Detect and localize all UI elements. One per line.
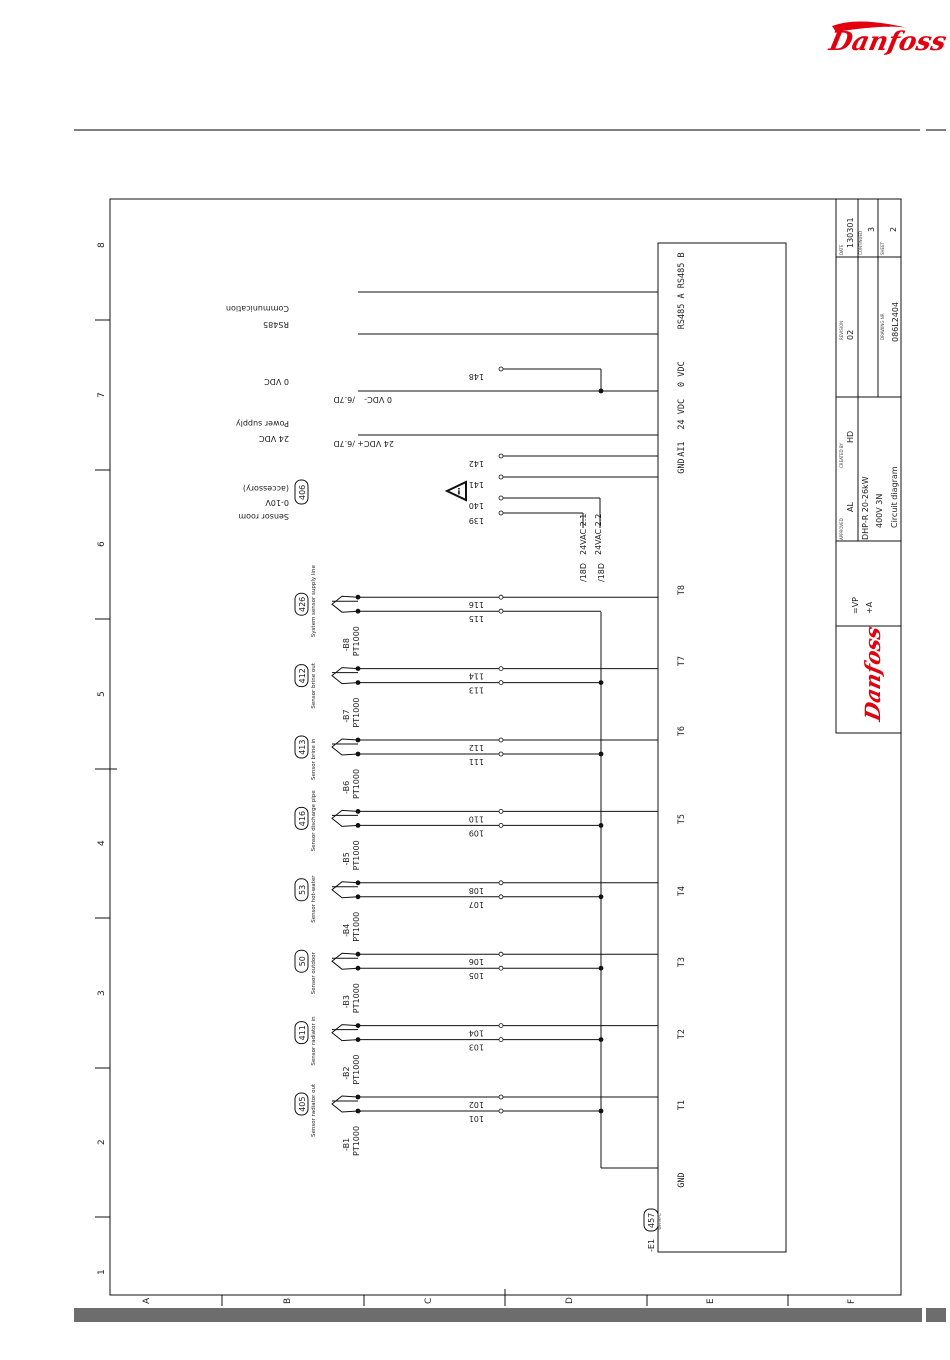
wire-number-116: 116 — [468, 600, 484, 610]
tb-drawing-no: 086L2404 — [891, 301, 900, 342]
terminal-label-7: T7 — [677, 655, 687, 667]
tb-sheet: 2 — [889, 226, 898, 232]
sensor-circuit-b5 — [295, 790, 658, 871]
terminal-label-5: T5 — [677, 813, 687, 825]
row-label-7: 7 — [97, 392, 107, 398]
tb-title-1: DHP-R 20-26kW — [861, 476, 870, 540]
thermistor-symbol — [332, 882, 358, 898]
terminal-dot — [356, 1037, 361, 1042]
sensor-circuit-b6 — [295, 736, 658, 799]
terminal-dot — [356, 966, 361, 971]
tb-date: 130301 — [846, 217, 855, 248]
wire-number-107: 107 — [468, 899, 484, 909]
terminal-dot — [356, 1023, 361, 1028]
sensor-room-accessory: (accessory) — [242, 484, 289, 493]
wire-number-110: 110 — [468, 814, 484, 824]
col-ticks — [222, 1289, 788, 1306]
wire-number-112: 112 — [468, 743, 484, 752]
col-label-E: E — [706, 1298, 716, 1304]
sensor-type: PT1000 — [352, 768, 361, 799]
supply-voltage-label: 24 VDC — [259, 434, 289, 443]
sensor-type: PT1000 — [352, 983, 361, 1014]
terminal-label-11: 24 VDC — [677, 398, 687, 430]
thermistor-symbol — [332, 668, 358, 684]
controller-sub: WH-HPC — [657, 1213, 662, 1230]
rs485-label: RS485 — [263, 320, 289, 329]
sensor-badge: 50 — [298, 956, 307, 967]
warning-mark: ! — [456, 485, 461, 495]
terminal-label-6: T6 — [677, 725, 687, 737]
row-label-3: 3 — [97, 990, 107, 996]
sensor-type: PT1000 — [352, 626, 361, 657]
sensor-badge: 426 — [298, 596, 307, 612]
terminal-dot — [356, 752, 361, 757]
wire-terminal — [499, 809, 503, 813]
sensor-ref: -B3 — [342, 995, 351, 1009]
wire-terminal — [499, 1109, 503, 1113]
bus-junction — [599, 823, 604, 828]
sensor-description: Sensor brine out — [311, 663, 317, 709]
sensor-description: System sensor supply line — [311, 565, 317, 638]
terminal-label-14: RS485 B — [677, 252, 687, 289]
terminal-label-4: T4 — [677, 885, 687, 897]
warning-icon — [447, 482, 466, 500]
wire-number-105: 105 — [468, 971, 484, 981]
tb-revision-label: REVISION — [839, 320, 844, 340]
sensor-circuit-b1 — [295, 1083, 658, 1156]
wire-number-101: 101 — [468, 1114, 484, 1123]
bus-junction — [599, 1109, 604, 1114]
sensor-ref: -B6 — [342, 780, 351, 794]
ref-6-7d-b: /6.7D — [333, 395, 355, 404]
tb-revision: 02 — [846, 329, 855, 340]
ref-6-7d-a: /6.7D — [333, 439, 355, 448]
tb-approved-label: APPROVED — [839, 518, 844, 540]
wire-terminal — [499, 1038, 503, 1042]
sensor-type: PT1000 — [352, 1054, 361, 1085]
wire-number-104: 104 — [468, 1028, 484, 1038]
wire-terminal — [499, 895, 503, 899]
terminal-label-12: 0 VDC — [677, 361, 687, 387]
thermistor-symbol — [332, 739, 358, 755]
thermistor-symbol — [332, 596, 358, 612]
tb-continued: 3 — [867, 226, 876, 232]
sensor-badge: 53 — [298, 884, 307, 895]
wire-terminal — [499, 952, 503, 956]
wire-terminal — [499, 1095, 503, 1099]
wire-0vdc-minus: 0 VDC- — [364, 395, 392, 404]
sensor-type: PT1000 — [352, 840, 361, 871]
sensor-badge: 412 — [298, 668, 307, 684]
terminal-label-9: GND — [677, 458, 687, 474]
drawing-frame — [110, 199, 901, 1295]
terminal-dot — [356, 952, 361, 957]
col-label-F: F — [847, 1298, 857, 1304]
sensor-ref: -B8 — [342, 638, 351, 652]
column-labels — [142, 1297, 857, 1304]
wire-number-108: 108 — [468, 885, 484, 895]
wire-142: 142 — [468, 459, 484, 468]
col-label-B: B — [283, 1297, 293, 1304]
wire-number-102: 102 — [468, 1100, 484, 1109]
sensor-circuit-b3 — [295, 950, 658, 1013]
sensor-room-badge: 406 — [298, 484, 307, 500]
wire-number-114: 114 — [468, 671, 484, 681]
terminal-dot — [356, 666, 361, 671]
brand-wordmark: Danfoss — [826, 26, 950, 57]
bus-junction — [599, 752, 604, 757]
terminal-label-1: T1 — [677, 1099, 687, 1111]
upper-labels — [226, 304, 308, 521]
wire-terminal — [499, 1024, 503, 1028]
sensor-description: Sensor outdoor — [311, 952, 317, 995]
thermistor-symbol — [332, 1096, 358, 1112]
terminal-dot — [356, 823, 361, 828]
thermistor-symbol — [332, 953, 358, 969]
ref-18d-b: /18D — [597, 562, 606, 582]
controller-ref: -E1 — [647, 1238, 656, 1252]
bus-junction — [599, 1037, 604, 1042]
sensor-circuit-b7 — [295, 662, 658, 727]
sensor-ref: -B2 — [342, 1066, 351, 1080]
sensor-description: Sensor hot-water — [311, 875, 317, 923]
ref-18d-a: /18D — [579, 562, 588, 582]
tb-created-by-label: CREATED BY — [839, 443, 844, 468]
col-label-C: C — [424, 1297, 434, 1304]
danfoss-logo-titleblock — [861, 624, 886, 724]
wire-24vdc-plus: 24 VDC+ — [357, 439, 394, 448]
terminal-dot — [356, 809, 361, 814]
thermistor-symbol — [332, 810, 358, 826]
col-label-D: D — [565, 1297, 575, 1304]
wire-terminal — [499, 966, 503, 970]
row-labels — [97, 242, 107, 1275]
row-label-5: 5 — [97, 691, 107, 697]
communication-label: Communication — [225, 304, 289, 313]
terminal-dot — [356, 880, 361, 885]
sensor-type: PT1000 — [352, 1125, 361, 1156]
polarity-plus: + — [357, 1109, 363, 1114]
wire-terminal — [499, 681, 503, 685]
terminal-dot — [356, 738, 361, 743]
upper-wiring — [333, 292, 658, 582]
sensor-badge: 416 — [298, 810, 307, 827]
sensor-ref: -B5 — [342, 852, 351, 866]
sensor-badge: 411 — [298, 1025, 307, 1041]
bus-junction — [599, 966, 604, 971]
wire-terminal — [499, 595, 503, 599]
tb-title-2: 400V 3N — [875, 493, 884, 528]
sensor-description: Sensor radiator out — [311, 1083, 317, 1137]
wire-number-103: 103 — [468, 1042, 484, 1052]
footer-bar-stub — [926, 1308, 946, 1322]
common-return — [601, 612, 658, 1168]
tb-ref-1: =VP — [851, 597, 860, 614]
wire-terminal — [499, 667, 503, 671]
controller-badge: 457 — [647, 1212, 656, 1228]
wire-148: 148 — [468, 372, 484, 381]
bus-junction — [599, 894, 604, 899]
terminal-label-8: T8 — [677, 584, 687, 596]
row-ticks — [95, 320, 117, 1217]
terminal-dot — [356, 680, 361, 685]
terminal-label-13: RS485 A — [677, 293, 687, 330]
wire-number-106: 106 — [468, 957, 484, 967]
controller-e1 — [644, 243, 786, 1252]
terminal-label-0: GND — [677, 1172, 687, 1188]
wire-141: 141 — [468, 480, 484, 489]
tb-ref-2: +A — [865, 601, 874, 614]
sensor-description: Sensor brine in — [311, 738, 317, 780]
sensor-type: PT1000 — [352, 911, 361, 942]
sensor-ref: -B1 — [342, 1137, 351, 1151]
terminal-dot — [356, 609, 361, 614]
power-supply-label: Power supply — [235, 419, 289, 428]
tb-approved: AL — [846, 502, 855, 512]
wire-139: 139 — [468, 516, 484, 525]
title-block — [836, 199, 901, 733]
sensor-circuit-b4 — [295, 875, 658, 942]
wire-terminal — [499, 881, 503, 885]
wire-24vac-22: 24VAC 2.2 — [594, 513, 603, 555]
sensor-room-label: Sensor room — [238, 512, 289, 521]
sensor-circuit-b2 — [295, 1016, 658, 1085]
tb-drawing-no-label: DRAWING NR — [880, 313, 885, 340]
terminal-label-2: T2 — [677, 1028, 687, 1040]
row-label-8: 8 — [97, 242, 107, 248]
wire-number-109: 109 — [468, 828, 484, 838]
terminal-label-10: AI1 — [677, 441, 687, 457]
row-label-1: 1 — [97, 1269, 107, 1275]
row-label-4: 4 — [97, 840, 107, 846]
wire-terminal — [499, 752, 503, 756]
terminal-label-3: T3 — [677, 956, 687, 968]
bus-junction — [599, 680, 604, 685]
wire-140: 140 — [468, 501, 484, 510]
terminal-dot — [356, 894, 361, 899]
wire-24vac-21: 24VAC 2.1 — [579, 513, 588, 555]
tb-title-3: Circuit diagram — [890, 466, 899, 528]
wire-number-115: 115 — [468, 614, 484, 624]
wire-terminal — [499, 738, 503, 742]
wire-terminal — [499, 609, 503, 613]
footer-bar — [74, 1308, 922, 1322]
wire-number-111: 111 — [468, 757, 484, 766]
sensor-description: Sensor discharge pipe — [311, 790, 317, 852]
tb-created-by: HD — [846, 430, 855, 443]
thermistor-symbol — [332, 1025, 358, 1041]
tb-continued-label: CONTINUED — [858, 230, 863, 255]
sensor-circuits — [295, 562, 658, 1156]
sensor-room-range: 0-10V — [265, 498, 289, 507]
wire-number-113: 113 — [468, 685, 484, 695]
brand-wordmark-titleblock: Danfoss — [861, 624, 886, 724]
tb-date-label: DATE — [839, 244, 844, 255]
sensor-ref: -B7 — [342, 709, 351, 723]
row-label-2: 2 — [97, 1139, 107, 1145]
tb-sheet-label: SHEET — [880, 241, 885, 255]
row-label-6: 6 — [97, 541, 107, 547]
polarity-minus: - — [357, 1097, 363, 1099]
wire-terminal — [499, 823, 503, 827]
zero-vdc-label: 0 VDC — [264, 377, 289, 386]
danfoss-logo-header — [826, 21, 950, 56]
sensor-badge: 405 — [298, 1096, 307, 1112]
sensor-type: PT1000 — [352, 697, 361, 728]
sensor-description: Sensor radiator in — [311, 1016, 317, 1066]
col-label-A: A — [142, 1297, 152, 1304]
terminal-dot — [356, 595, 361, 600]
controller-terminals — [677, 252, 687, 1187]
sensor-badge: 413 — [298, 739, 307, 755]
sensor-ref: -B4 — [342, 923, 351, 937]
